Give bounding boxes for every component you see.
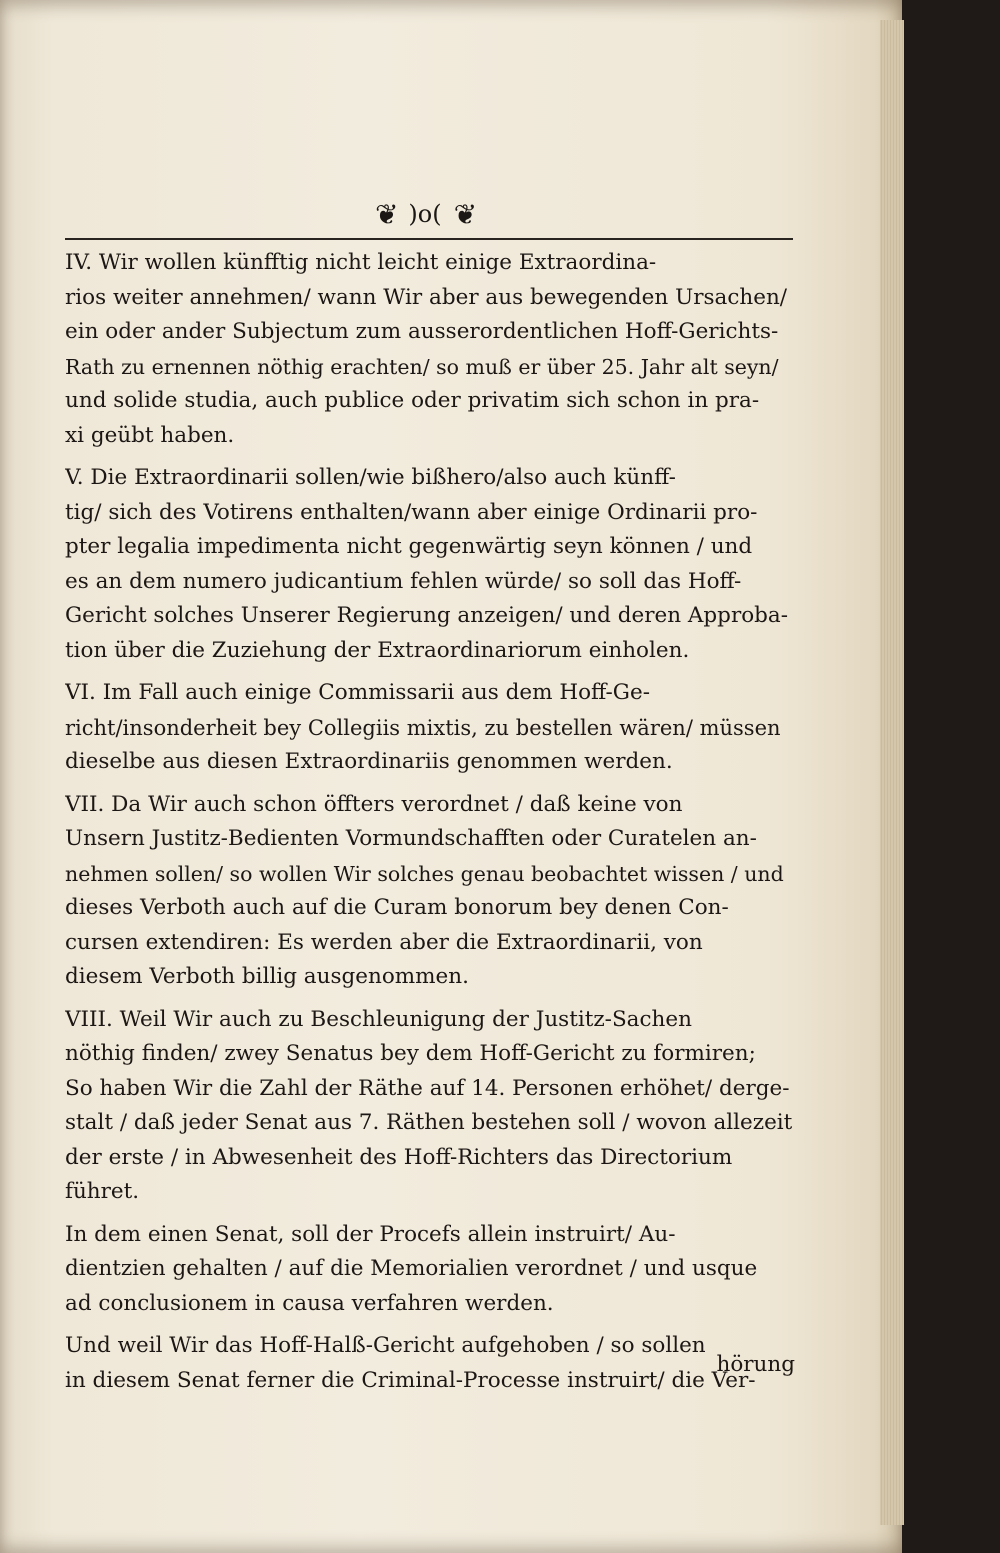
text-line: nehmen sollen/ so wollen Wir solches genau beobachtet wissen / und xyxy=(65,861,784,886)
text-line: So haben Wir die Zahl der Räthe auf 14. Personen erhöhet/ derge- xyxy=(65,1075,790,1101)
body-text xyxy=(65,246,795,1398)
text-line: es an dem numero judicantium fehlen würde/ so soll das Hoff- xyxy=(65,568,742,594)
header-signature: )o( xyxy=(408,200,442,228)
text-line: rios weiter annehmen/ wann Wir aber aus bewegenden Ursachen/ xyxy=(65,284,788,310)
paragraph-gap xyxy=(65,780,795,788)
catchword: hörung xyxy=(716,1352,795,1377)
text-line: Und weil Wir das Hoff-Halß-Gericht aufgehoben / so sollen xyxy=(65,1333,706,1358)
paragraph-gap xyxy=(65,1321,795,1329)
header-rule xyxy=(65,238,793,240)
ornament-left-icon: ❦ xyxy=(374,197,397,231)
text-line: führet. xyxy=(65,1179,140,1204)
paragraph-gap xyxy=(65,995,795,1003)
text-line: in diesem Senat ferner die Criminal-Processe instruirt/ die Ver- xyxy=(65,1367,756,1393)
text-line: ein oder ander Subjectum zum ausserordentlichen Hoff-Gerichts- xyxy=(65,319,779,344)
paragraph xyxy=(65,676,795,780)
text-line: pter legalia impedimenta nicht gegenwärtig seyn können / und xyxy=(65,534,753,559)
text-line: VI. Im Fall auch einige Commissarii aus dem Hoff-Ge- xyxy=(65,680,650,705)
text-line: In dem einen Senat, soll der Procefs allein instruirt/ Au- xyxy=(65,1221,676,1247)
text-line: stalt / daß jeder Senat aus 7. Räthen bestehen soll / wovon allezeit xyxy=(65,1110,793,1135)
page-edge xyxy=(880,20,904,1525)
paragraph-gap xyxy=(65,668,795,676)
text-line: cursen extendiren: Es werden aber die Extraordinarii, von xyxy=(65,929,703,955)
text-line: und solide studia, auch publice oder privatim sich schon in pra- xyxy=(65,388,760,413)
text-line: dieselbe aus diesen Extraordinariis genommen werden. xyxy=(65,749,673,774)
paragraph xyxy=(65,1329,795,1398)
text-line: ad conclusionem in causa verfahren werden. xyxy=(65,1290,554,1316)
text-line: tion über die Zuziehung der Extraordinariorum einholen. xyxy=(65,637,690,663)
text-line: diesem Verboth billig ausgenommen. xyxy=(65,964,469,989)
paragraph xyxy=(65,1003,795,1210)
ornament-right-icon: ❦ xyxy=(453,197,476,231)
text-line: Unsern Justitz-Bedienten Vormundschafften oder Curatelen an- xyxy=(65,826,757,851)
text-line: Gericht solches Unserer Regierung anzeigen/ und deren Approba- xyxy=(65,603,789,628)
text-line: VII. Da Wir auch schon öffters verordnet / daß keine von xyxy=(65,791,683,817)
paragraph-gap xyxy=(65,453,795,461)
paragraph xyxy=(65,461,795,668)
paragraph xyxy=(65,246,795,453)
text-line: tig/ sich des Votirens enthalten/wann aber einige Ordinarii pro- xyxy=(65,499,758,525)
text-line: der erste / in Abwesenheit des Hoff-Richters das Directorium xyxy=(65,1144,733,1170)
text-line: xi geübt haben. xyxy=(65,422,235,448)
text-line: IV. Wir wollen künfftig nicht leicht einige Extraordina- xyxy=(65,250,657,275)
page-header xyxy=(330,196,520,232)
paragraph xyxy=(65,788,795,995)
text-line: VIII. Weil Wir auch zu Beschleunigung der Justitz-Sachen xyxy=(65,1006,692,1032)
text-line: Rath zu ernennen nöthig erachten/ so muß er über 25. Jahr alt seyn/ xyxy=(65,354,779,379)
paragraph xyxy=(65,1218,795,1322)
paragraph-gap xyxy=(65,1210,795,1218)
text-line: V. Die Extraordinarii sollen/wie bißhero/also auch künff- xyxy=(65,465,676,490)
text-line: richt/insonderheit bey Collegiis mixtis, zu bestellen wären/ müssen xyxy=(65,715,781,740)
text-line: dientzien gehalten / auf die Memorialien verordnet / und usque xyxy=(65,1256,758,1281)
text-line: dieses Verboth auch auf die Curam bonorum bey denen Con- xyxy=(65,895,729,920)
text-line: nöthig finden/ zwey Senatus bey dem Hoff-Gericht zu formiren; xyxy=(65,1041,756,1066)
